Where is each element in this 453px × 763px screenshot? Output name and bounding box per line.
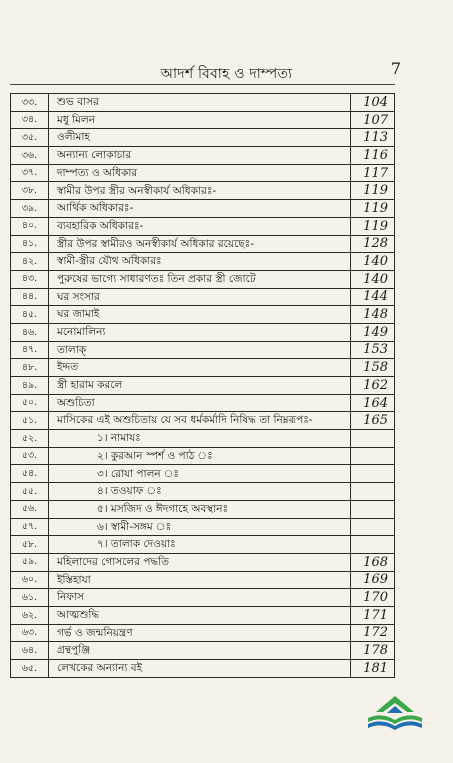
toc-entry-title: গ্রন্থপুঞ্জি	[49, 642, 351, 660]
publisher-logo-icon	[362, 692, 428, 736]
toc-entry-number: ৫৪.	[11, 465, 49, 483]
table-row	[11, 500, 395, 518]
table-row	[11, 589, 395, 607]
book-title: আদর্শ বিবাহ ও দাম্পত্য	[160, 66, 293, 82]
table-row	[11, 341, 395, 359]
table-row	[11, 483, 395, 501]
toc-entry-title: ৩। রোযা পালন ঃ	[49, 465, 351, 483]
toc-entry-page	[351, 430, 395, 448]
table-row	[11, 536, 395, 554]
toc-entry-number: ৪৫.	[11, 306, 49, 324]
table-row	[11, 624, 395, 642]
toc-entry-page	[351, 483, 395, 501]
table-row	[11, 164, 395, 182]
toc-entry-page: 140	[351, 270, 395, 288]
toc-entry-number: ৬৩.	[11, 624, 49, 642]
toc-entry-title: মধু মিলন	[49, 111, 351, 129]
toc-entry-page: 162	[351, 377, 395, 395]
table-row	[11, 288, 395, 306]
toc-entry-title: স্ত্রী হারাম করলে	[49, 377, 351, 395]
toc-entry-page	[351, 465, 395, 483]
toc-entry-number: ৩৬.	[11, 147, 49, 165]
table-row	[11, 359, 395, 377]
toc-entry-number: ৫৮.	[11, 536, 49, 554]
toc-entry-number: ৪২.	[11, 253, 49, 271]
table-row	[11, 94, 395, 112]
toc-entry-title: ২। কুরআন স্পর্শ ও পাঠ ঃ	[49, 447, 351, 465]
toc-entry-title: ৬। স্বামী-সঙ্গম ঃ	[49, 518, 351, 536]
page-number: 7	[390, 59, 401, 78]
toc-entry-page: 128	[351, 235, 395, 253]
toc-entry-page: 119	[351, 217, 395, 235]
table-row	[11, 412, 395, 430]
toc-entry-number: ৫৬.	[11, 500, 49, 518]
toc-entry-page: 171	[351, 606, 395, 624]
toc-entry-page: 119	[351, 182, 395, 200]
toc-entry-number: ৫৩.	[11, 447, 49, 465]
toc-entry-title: অন্যান্য লোকাচার	[49, 147, 351, 165]
toc-entry-number: ৪৪.	[11, 288, 49, 306]
table-row	[11, 270, 395, 288]
toc-entry-page: 164	[351, 394, 395, 412]
toc-entry-title: ১। নামাযঃ	[49, 430, 351, 448]
toc-entry-title: আর্থিক অধিকারঃ-	[49, 200, 351, 218]
toc-entry-page: 170	[351, 589, 395, 607]
toc-entry-page: 169	[351, 571, 395, 589]
table-row	[11, 394, 395, 412]
table-row	[11, 377, 395, 395]
toc-entry-page: 117	[351, 164, 395, 182]
page-header	[0, 59, 453, 84]
toc-entry-page: 116	[351, 147, 395, 165]
toc-entry-page: 148	[351, 306, 395, 324]
toc-entry-page: 172	[351, 624, 395, 642]
table-row	[11, 235, 395, 253]
table-row	[11, 518, 395, 536]
toc-entry-title: ঘর সংসার	[49, 288, 351, 306]
table-row	[11, 200, 395, 218]
toc-entry-number: ৪০.	[11, 217, 49, 235]
toc-entry-title: নিফাস	[49, 589, 351, 607]
toc-entry-page: 119	[351, 200, 395, 218]
table-row	[11, 129, 395, 147]
table-row	[11, 182, 395, 200]
toc-entry-title: ঘর জামাই	[49, 306, 351, 324]
toc-entry-title: ওলীমাহ	[49, 129, 351, 147]
toc-entry-title: অশুচিতা	[49, 394, 351, 412]
toc-entry-number: ৬০.	[11, 571, 49, 589]
table-row	[11, 447, 395, 465]
toc-entry-number: ৩৩.	[11, 94, 49, 112]
toc-entry-number: ৩৪.	[11, 111, 49, 129]
table-row	[11, 111, 395, 129]
toc-entry-page: 140	[351, 253, 395, 271]
toc-entry-number: ৫২.	[11, 430, 49, 448]
toc-entry-title: লেখকের অন্যান্য বই	[49, 660, 351, 678]
toc-entry-title: শুভ বাসর	[49, 94, 351, 112]
toc-entry-page: 153	[351, 341, 395, 359]
toc-entry-title: ৭। তালাক দেওয়াঃ	[49, 536, 351, 554]
table-row	[11, 253, 395, 271]
toc-entry-title: স্ত্রীর উপর স্বামীরও অনস্বীকার্য অধিকার রয়েছেঃ-	[49, 235, 351, 253]
table-of-contents	[10, 93, 395, 678]
toc-entry-number: ৪৮.	[11, 359, 49, 377]
toc-entry-page	[351, 447, 395, 465]
toc-entry-page: 104	[351, 94, 395, 112]
table-row	[11, 430, 395, 448]
table-row	[11, 306, 395, 324]
toc-body	[11, 94, 395, 678]
toc-entry-number: ৩৯.	[11, 200, 49, 218]
toc-entry-number: ৫৭.	[11, 518, 49, 536]
toc-entry-page	[351, 500, 395, 518]
toc-entry-number: ৪৯.	[11, 377, 49, 395]
toc-entry-title: ইদ্দত	[49, 359, 351, 377]
toc-entry-number: ৪১.	[11, 235, 49, 253]
table-row	[11, 606, 395, 624]
table-row	[11, 147, 395, 165]
table-row	[11, 217, 395, 235]
toc-entry-title: গর্ভ ও জন্মনিয়ন্ত্রণ	[49, 624, 351, 642]
toc-entry-number: ৬১.	[11, 589, 49, 607]
toc-entry-page: 168	[351, 553, 395, 571]
toc-entry-title: মনোমালিন্য	[49, 323, 351, 341]
toc-entry-number: ৩৭.	[11, 164, 49, 182]
toc-entry-page: 107	[351, 111, 395, 129]
table-row	[11, 323, 395, 341]
toc-entry-title: স্বামীর উপর স্ত্রীর অনস্বীকার্য অধিকারঃ-	[49, 182, 351, 200]
toc-entry-title: ৫। মসজিদ ও ঈদগাহে অবস্থানঃ	[49, 500, 351, 518]
toc-entry-title: মহিলাদের গোসলের পদ্ধতি	[49, 553, 351, 571]
table-row	[11, 465, 395, 483]
header-divider	[10, 84, 395, 85]
toc-entry-number: ৫৫.	[11, 483, 49, 501]
toc-entry-page	[351, 518, 395, 536]
toc-entry-page: 149	[351, 323, 395, 341]
toc-entry-page: 178	[351, 642, 395, 660]
toc-entry-page: 181	[351, 660, 395, 678]
toc-entry-number: ৩৮.	[11, 182, 49, 200]
toc-entry-number: ৪৬.	[11, 323, 49, 341]
toc-entry-title: ৪। তওয়াফ ঃ	[49, 483, 351, 501]
table-row	[11, 571, 395, 589]
table-row	[11, 553, 395, 571]
table-row	[11, 642, 395, 660]
toc-entry-number: ৬৫.	[11, 660, 49, 678]
toc-entry-page: 165	[351, 412, 395, 430]
toc-entry-title: ব্যবহারিক অধিকারঃ-	[49, 217, 351, 235]
toc-entry-number: ৪৩.	[11, 270, 49, 288]
toc-entry-number: ৪৭.	[11, 341, 49, 359]
toc-entry-number: ৬২.	[11, 606, 49, 624]
toc-entry-page: 113	[351, 129, 395, 147]
toc-entry-title: দাম্পত্য ও অধিকার	[49, 164, 351, 182]
toc-entry-title: আত্মশুদ্ধি	[49, 606, 351, 624]
toc-entry-page: 158	[351, 359, 395, 377]
toc-entry-number: ৫৯.	[11, 553, 49, 571]
toc-entry-page: 144	[351, 288, 395, 306]
toc-entry-number: ৫০.	[11, 394, 49, 412]
toc-entry-page	[351, 536, 395, 554]
toc-entry-title: ইস্তিহাযা	[49, 571, 351, 589]
toc-entry-number: ৫১.	[11, 412, 49, 430]
toc-entry-number: ৬৪.	[11, 642, 49, 660]
toc-entry-title: স্বামী-স্ত্রীর যৌথ অধিকারঃ	[49, 253, 351, 271]
toc-entry-number: ৩৫.	[11, 129, 49, 147]
toc-entry-title: মাসিকের এই অশুচিতায় যে সব ধর্মকর্মাদি নিষিদ্ধ তা নিম্নরূপঃ-	[49, 412, 351, 430]
toc-entry-title: পুরুষের ভাগ্যে সাধারণতঃ তিন প্রকার স্ত্রী জোটে	[49, 270, 351, 288]
table-row	[11, 660, 395, 678]
toc-entry-title: তালাক্	[49, 341, 351, 359]
